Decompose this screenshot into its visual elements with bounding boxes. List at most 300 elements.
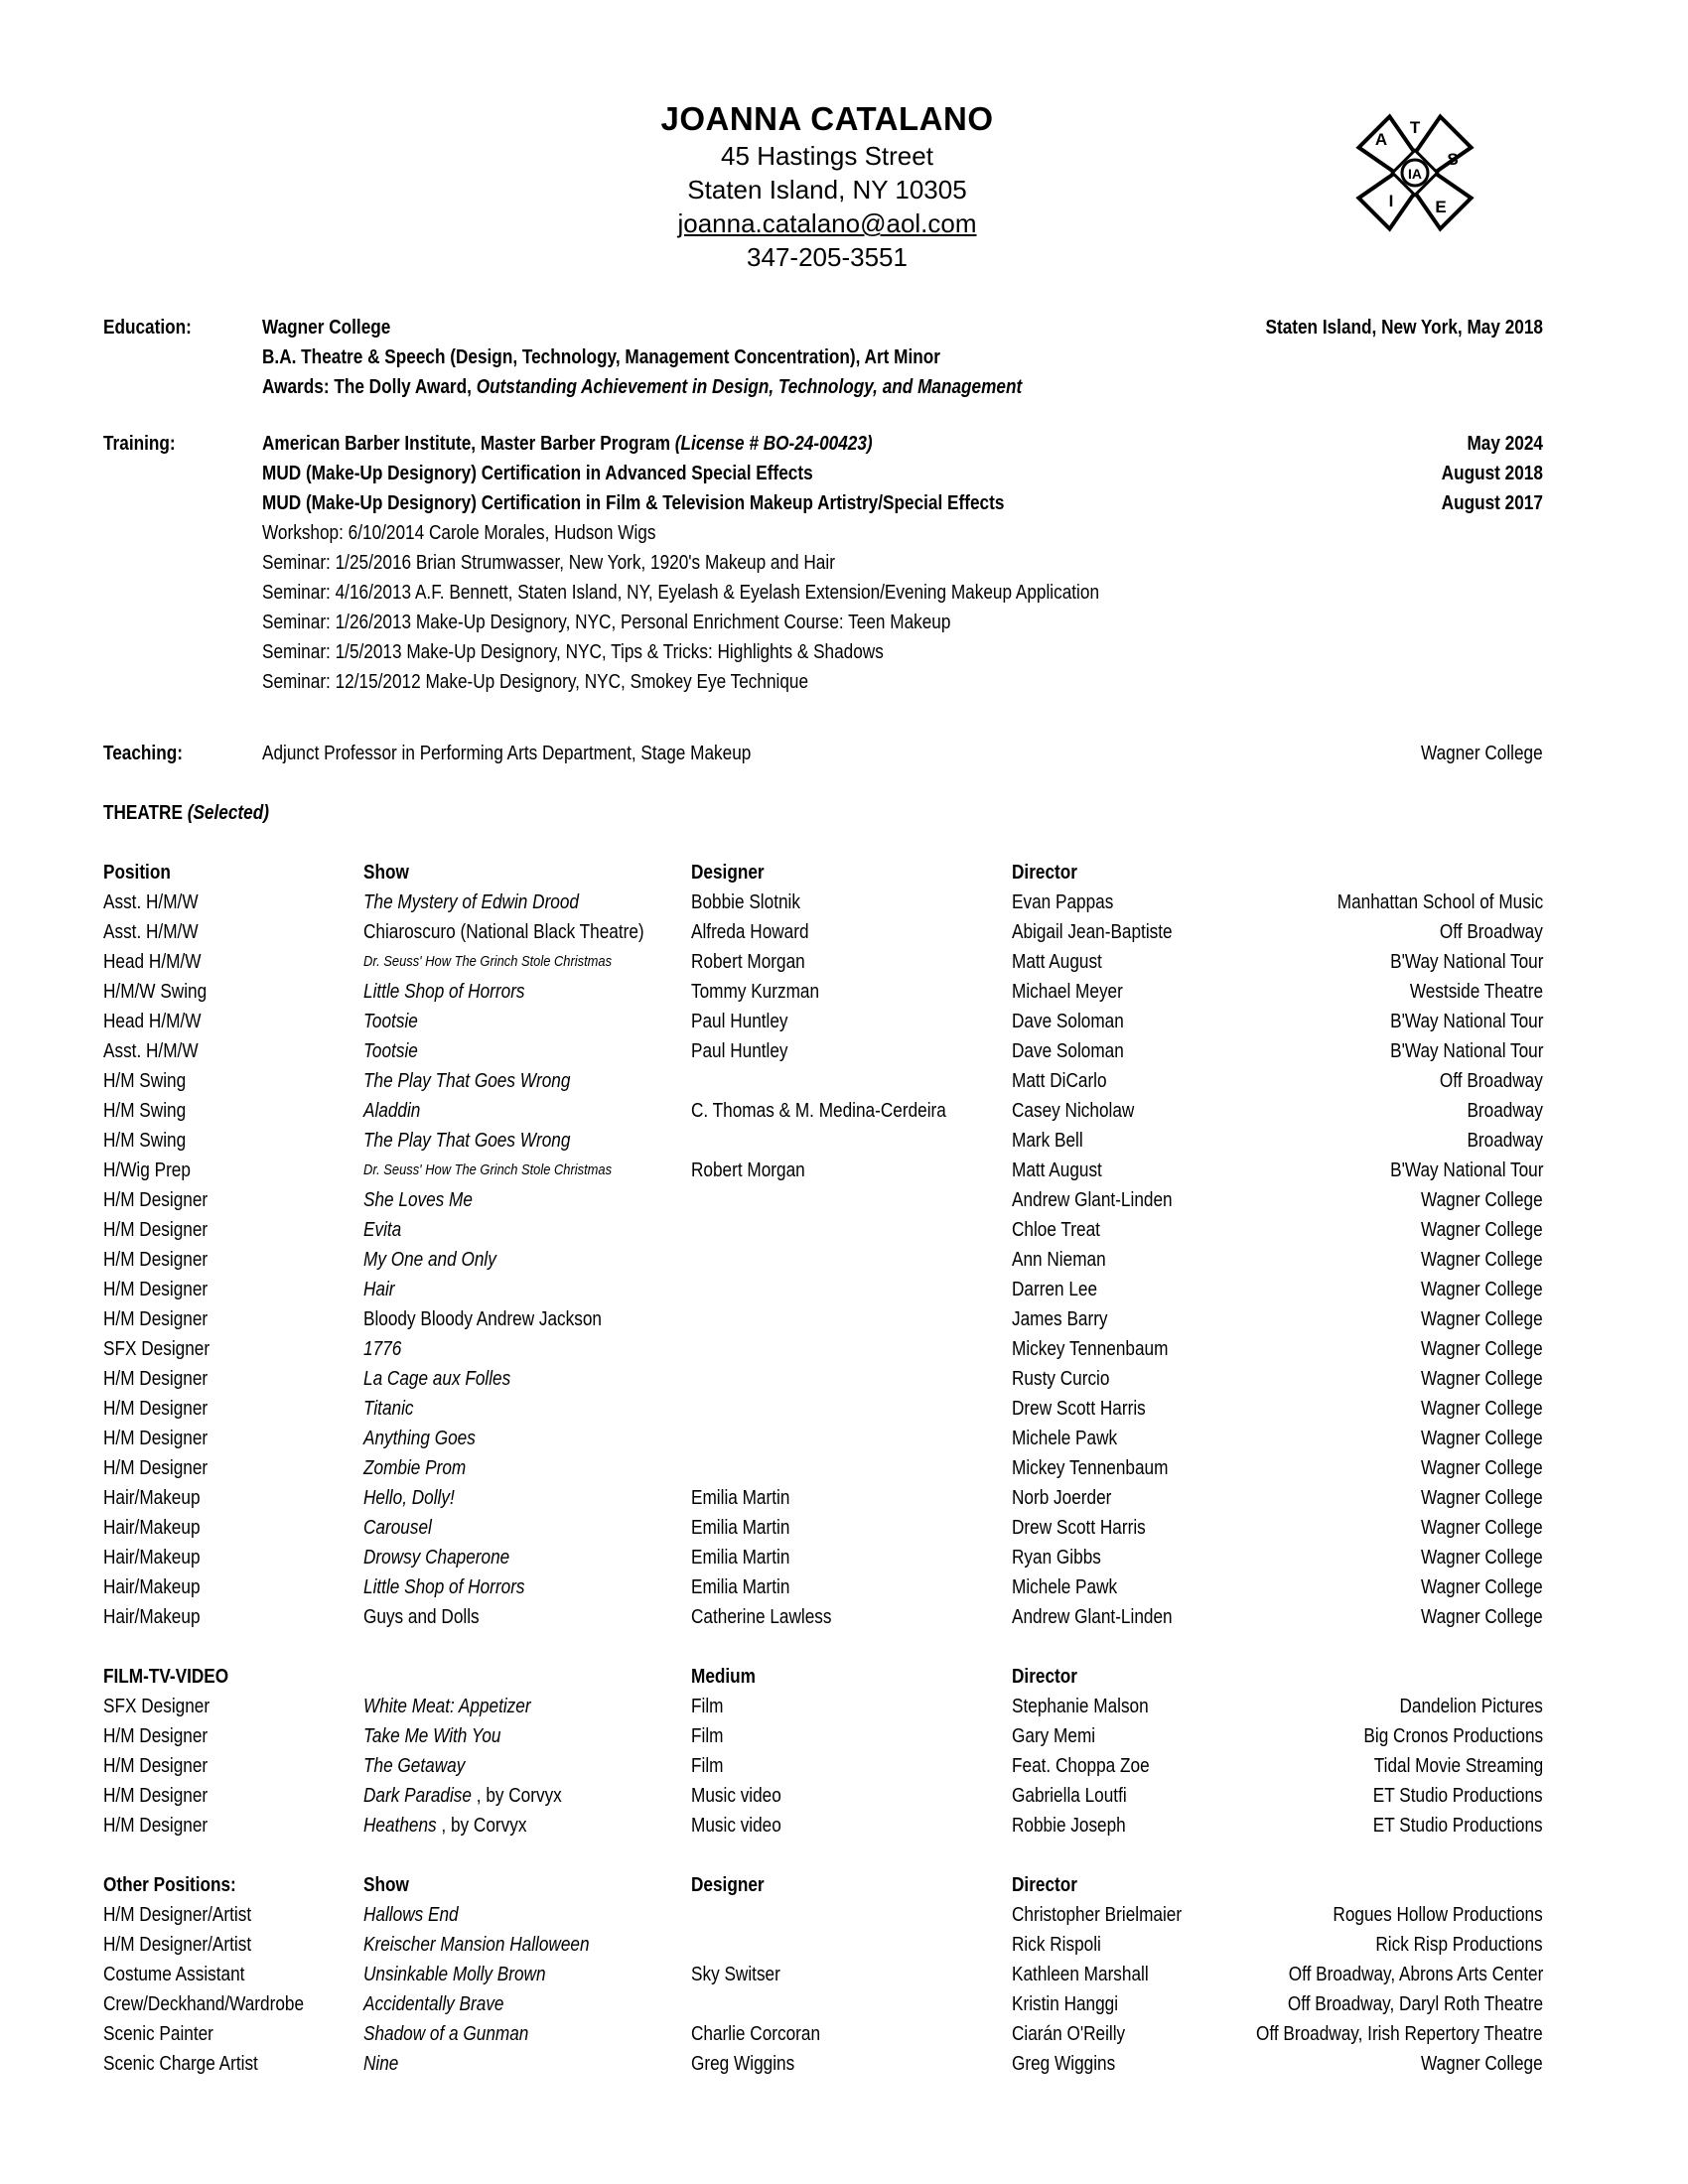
theatre-designer-cell [691,1572,806,1602]
theatre-director: Matt August [1012,951,1102,973]
theatre-venue: Wagner College [1421,1189,1543,1211]
other-show-cell [363,1960,575,1989]
theatre-director: Michele Pawk [1012,1428,1118,1449]
theatre-designer-cell [691,1096,988,1126]
theatre-venue-cell [1455,1126,1543,1156]
theatre-row [103,977,1543,1007]
training-item-text: Seminar: 4/16/2013 A.F. Bennett, Staten Island, NY, Eyelash & Eyelash Extension/Evening Makeup Application [262,582,1100,604]
training-row [103,667,1543,697]
theatre-venue: Wagner College [1421,1487,1543,1509]
theatre-director-cell [1012,1066,1122,1096]
theatre-show: Bloody Bloody Andrew Jackson [363,1308,602,1330]
theatre-venue-cell [1401,1572,1543,1602]
theatre-director-cell [1012,1424,1134,1453]
other-director: Kathleen Marshall [1012,1964,1149,1985]
iatse-union-logo-icon [1350,111,1479,240]
theatre-show: The Play That Goes Wrong [363,1070,571,1092]
theatre-row [103,947,1543,977]
theatre-venue: B'Way National Tour [1389,1160,1543,1181]
film-position: H/M Designer [103,1815,209,1837]
other-director: Kristin Hanggi [1012,1993,1119,2015]
education-school: Wagner College [262,317,391,339]
theatre-designer: Emilia Martin [691,1547,790,1569]
theatre-header-position: Position [103,862,171,884]
other-venue: Rick Risp Productions [1375,1934,1543,1956]
theatre-venue: Wagner College [1421,1249,1543,1271]
theatre-position-cell [103,1453,224,1483]
film-company: Dandelion Pictures [1399,1696,1543,1717]
theatre-show: Zombie Prom [363,1457,467,1479]
film-position: SFX Designer [103,1696,211,1717]
film-director: Stephanie Malson [1012,1696,1149,1717]
theatre-show: Dr. Seuss' How The Grinch Stole Christmas [363,953,613,970]
theatre-director: Andrew Glant-Linden [1012,1189,1173,1211]
theatre-position-cell [103,1364,224,1394]
other-venue: Wagner College [1421,2053,1543,2075]
theatre-show: Tootsie [363,1011,418,1032]
theatre-row [103,1066,1543,1096]
theatre-director: Abigail Jean-Baptiste [1012,921,1173,943]
theatre-venue-cell [1401,1215,1543,1245]
theatre-position: H/M Designer [103,1428,209,1449]
film-show-group [363,1721,500,1751]
theatre-show-cell [363,1394,422,1424]
theatre-row [103,1513,1543,1543]
theatre-designer: Emilia Martin [691,1487,790,1509]
theatre-position: Hair/Makeup [103,1576,201,1598]
other-show: Nine [363,2053,399,2075]
theatre-designer: Paul Huntley [691,1040,788,1062]
film-position-cell [103,1751,224,1781]
theatre-venue-cell [1401,1304,1543,1334]
theatre-designer: Emilia Martin [691,1517,790,1539]
theatre-venue: Wagner College [1421,1338,1543,1360]
theatre-position: Hair/Makeup [103,1606,201,1628]
theatre-director: Matt August [1012,1160,1102,1181]
theatre-venue-cell [1401,1483,1543,1513]
theatre-position-cell [103,1215,224,1245]
theatre-row [103,1215,1543,1245]
theatre-title-text: THEATRE [103,802,188,824]
film-row [103,1811,1543,1841]
theatre-designer-cell [691,1007,803,1036]
awards-title: Outstanding Achievement in Design, Technology, and Management [476,376,1023,398]
theatre-designer: Robert Morgan [691,1160,805,1181]
film-position-cell [103,1781,224,1811]
film-director: Feat. Choppa Zoe [1012,1755,1150,1777]
other-position-cell [103,2049,283,2079]
theatre-row [103,1304,1543,1334]
other-header-position: Other Positions: [103,1874,236,1896]
theatre-designer-cell [691,887,818,917]
theatre-venue: Wagner College [1421,1517,1543,1539]
theatre-director-cell [1012,1126,1094,1156]
theatre-show: Hair [363,1279,395,1300]
training-row [103,608,1543,637]
other-venue: Off Broadway, Daryl Roth Theatre [1287,1993,1543,2015]
theatre-designer-cell [691,917,828,947]
film-director-cell [1012,1811,1144,1841]
theatre-venue-cell [1365,1036,1543,1066]
teaching-text: Adjunct Professor in Performing Arts Department, Stage Makeup [262,743,752,764]
film-title: Take Me With You [363,1725,501,1747]
theatre-row [103,1483,1543,1513]
theatre-director: Ann Nieman [1012,1249,1106,1271]
theatre-show: Titanic [363,1398,414,1420]
theatre-designer-cell [691,977,840,1007]
theatre-show: Carousel [363,1517,432,1539]
theatre-show-cell [363,1334,408,1364]
other-venue-cell [1348,1930,1543,1960]
theatre-venue-cell [1388,977,1543,1007]
theatre-show-cell [363,1572,551,1602]
theatre-row [103,1572,1543,1602]
theatre-director: Matt DiCarlo [1012,1070,1107,1092]
theatre-show-cell [363,977,551,1007]
theatre-show: Aladdin [363,1100,421,1122]
phone-number: 347-205-3551 [747,242,908,272]
theatre-director: Evan Pappas [1012,891,1114,913]
theatre-venue: B'Way National Tour [1389,1011,1543,1032]
theatre-position-cell [103,887,213,917]
theatre-director-cell [1012,1185,1198,1215]
other-position: Crew/Deckhand/Wardrobe [103,1993,305,2015]
theatre-position: Asst. H/M/W [103,921,199,943]
logo-center-text: IA [1408,166,1422,182]
theatre-row [103,1156,1543,1185]
theatre-director-cell [1012,1543,1116,1572]
other-venue: Off Broadway, Irish Repertory Theatre [1256,2023,1543,2045]
other-position-cell [103,1930,275,1960]
film-row [103,1781,1543,1811]
theatre-position: Hair/Makeup [103,1487,201,1509]
theatre-designer-cell [691,1156,823,1185]
film-header-section: FILM-TV-VIDEO [103,1666,229,1688]
logo-letter-i: I [1388,192,1394,210]
awards-prefix: Awards: The Dolly Award, [262,376,477,398]
theatre-venue: Manhattan School of Music [1336,891,1543,913]
film-show-cell [363,1811,553,1841]
teaching-section [103,739,1543,768]
theatre-venue-cell [1401,1453,1543,1483]
other-venue-cell [1247,1960,1543,1989]
theatre-director-cell [1012,1334,1194,1364]
other-director-cell [1012,1930,1115,1960]
theatre-director-cell [1012,1364,1125,1394]
theatre-show: Evita [363,1219,402,1241]
theatre-venue-cell [1455,1096,1543,1126]
theatre-position: Hair/Makeup [103,1547,201,1569]
training-section [103,429,1543,697]
theatre-designer-cell [691,1543,806,1572]
theatre-show-cell [363,1513,443,1543]
theatre-row [103,1453,1543,1483]
theatre-director: Michele Pawk [1012,1576,1118,1598]
theatre-venue-cell [1365,1156,1543,1185]
theatre-title [103,798,1543,828]
other-show: Shadow of a Gunman [363,2023,529,2045]
training-row [103,578,1543,608]
logo-letter-t: T [1409,118,1421,137]
film-medium: Music video [691,1785,781,1807]
theatre-show-cell [363,1126,604,1156]
theatre-show: The Mystery of Edwin Drood [363,891,580,913]
film-header-director: Director [1012,1666,1077,1688]
training-item-date: August 2017 [1441,492,1543,514]
other-show: Accidentally Brave [363,1993,504,2015]
film-medium: Film [691,1725,724,1747]
film-director-cell [1012,1721,1109,1751]
film-position: H/M Designer [103,1785,209,1807]
theatre-show: The Play That Goes Wrong [363,1130,571,1152]
other-position: H/M Designer/Artist [103,1934,252,1956]
training-item-date: May 2024 [1467,433,1543,455]
logo-letter-e: E [1435,198,1447,216]
other-row [103,1930,1543,1960]
theatre-show-cell [363,1424,493,1453]
theatre-row [103,1394,1543,1424]
theatre-show: Little Shop of Horrors [363,1576,525,1598]
theatre-director-cell [1012,1036,1142,1066]
theatre-position: H/M Designer [103,1279,209,1300]
theatre-show: She Loves Me [363,1189,473,1211]
theatre-position: H/M Designer [103,1219,209,1241]
theatre-director-cell [1012,977,1141,1007]
theatre-director-cell [1012,1513,1168,1543]
theatre-row [103,917,1543,947]
theatre-show: Chiaroscuro (National Black Theatre) [363,921,644,943]
film-show-group [363,1811,526,1841]
other-position: Scenic Painter [103,2023,213,2045]
theatre-venue-cell [1401,1513,1543,1543]
theatre-position: H/M Designer [103,1308,209,1330]
theatre-venue: Broadway [1467,1130,1543,1152]
theatre-venue: Wagner College [1421,1576,1543,1598]
film-medium-cell [691,1781,796,1811]
theatre-position-cell [103,977,223,1007]
other-row [103,2049,1543,2079]
theatre-venue-cell [1304,887,1543,917]
theatre-venue: Wagner College [1421,1428,1543,1449]
other-venue-cell [1246,1989,1543,2019]
theatre-venue-cell [1401,1543,1543,1572]
theatre-director-cell [1012,887,1130,917]
other-position-cell [103,1900,275,1930]
other-show-cell [363,1989,527,2019]
theatre-director-cell [1012,1096,1154,1126]
theatre-show-cell [363,1304,640,1334]
film-medium: Film [691,1696,724,1717]
theatre-header-row [103,858,1543,887]
theatre-row [103,1543,1543,1572]
film-position: H/M Designer [103,1755,209,1777]
theatre-position: H/M Designer [103,1189,209,1211]
film-medium-cell [691,1692,729,1721]
theatre-venue: B'Way National Tour [1389,951,1543,973]
theatre-director: Dave Soloman [1012,1011,1124,1032]
film-company-cell [1345,1811,1543,1841]
theatre-position: Head H/M/W [103,951,202,973]
theatre-venue-cell [1365,947,1543,977]
theatre-show-cell [363,1156,652,1185]
film-show-cell [363,1721,523,1751]
other-show: Unsinkable Molly Brown [363,1964,546,1985]
theatre-show: Anything Goes [363,1428,476,1449]
theatre-position-cell [103,1483,215,1513]
film-row [103,1751,1543,1781]
theatre-show-cell [363,1007,427,1036]
other-director-cell [1012,2019,1144,2049]
film-position-cell [103,1692,227,1721]
other-row [103,2019,1543,2049]
other-header-designer: Designer [691,1874,765,1896]
theatre-designer: Emilia Martin [691,1576,790,1598]
theatre-show-cell [363,1215,407,1245]
theatre-designer-cell [691,1483,806,1513]
theatre-row [103,1185,1543,1215]
theatre-position: H/M/W Swing [103,981,208,1003]
other-show: Kreischer Mansion Halloween [363,1934,590,1956]
training-row [103,459,1543,488]
theatre-designer: C. Thomas & M. Medina-Cerdeira [691,1100,946,1122]
theatre-venue: Off Broadway [1440,1070,1543,1092]
other-director: Ciarán O'Reilly [1012,2023,1126,2045]
film-credit: , by Corvyx [471,1785,562,1807]
film-show-group [363,1781,562,1811]
film-medium: Music video [691,1815,781,1837]
other-position: Scenic Charge Artist [103,2053,258,2075]
email-link[interactable]: joanna.catalano@aol.com [677,208,977,238]
theatre-position: H/M Designer [103,1457,209,1479]
theatre-position-cell [103,1424,224,1453]
theatre-director-cell [1012,1453,1194,1483]
film-header-medium: Medium [691,1666,756,1688]
film-title: White Meat: Appetizer [363,1696,531,1717]
theatre-venue: Wagner College [1421,1398,1543,1420]
theatre-show: Tootsie [363,1040,418,1062]
theatre-row [103,1245,1543,1275]
other-show-cell [363,2019,555,2049]
theatre-director-cell [1012,1304,1123,1334]
other-director-cell [1012,1960,1171,1989]
theatre-director-cell [1012,1007,1142,1036]
theatre-director-cell [1012,1275,1111,1304]
education-label: Education: [103,317,192,339]
film-row [103,1692,1543,1721]
theatre-venue: Wagner College [1421,1457,1543,1479]
address-line-1: 45 Hastings Street [721,141,933,171]
theatre-position: Asst. H/M/W [103,1040,199,1062]
theatre-venue: Off Broadway [1440,921,1543,943]
theatre-position-cell [103,1245,224,1275]
film-row [103,1721,1543,1751]
film-company: ET Studio Productions [1373,1815,1543,1837]
theatre-row [103,1424,1543,1453]
other-venue: Rogues Hollow Productions [1333,1904,1543,1926]
film-show-cell [363,1751,482,1781]
theatre-show-cell [363,1185,491,1215]
theatre-row [103,1126,1543,1156]
film-show-cell [363,1781,594,1811]
film-director: Gabriella Loutfi [1012,1785,1127,1807]
film-table [103,1662,1543,1841]
theatre-venue: Wagner College [1421,1219,1543,1241]
film-director: Gary Memi [1012,1725,1096,1747]
theatre-show: La Cage aux Folles [363,1368,511,1390]
theatre-show-cell [363,1453,483,1483]
theatre-director: Dave Soloman [1012,1040,1124,1062]
other-director-cell [1012,1989,1136,2019]
other-position: H/M Designer/Artist [103,1904,252,1926]
theatre-director-cell [1012,947,1117,977]
theatre-position-cell [103,1334,227,1364]
other-director: Christopher Brielmaier [1012,1904,1183,1926]
theatre-director: Chloe Treat [1012,1219,1100,1241]
theatre-designer: Alfreda Howard [691,921,809,943]
theatre-show-cell [363,947,652,977]
training-item-text: Seminar: 1/25/2016 Brian Strumwasser, New York, 1920's Makeup and Hair [262,552,835,574]
theatre-director-cell [1012,1215,1114,1245]
film-title: Heathens [363,1815,437,1837]
theatre-position-cell [103,1007,216,1036]
theatre-designer: Tommy Kurzman [691,981,820,1003]
theatre-designer-cell [691,1602,855,1632]
other-designer-cell [691,2049,811,2079]
theatre-director: Mickey Tennenbaum [1012,1338,1169,1360]
theatre-director: Mickey Tennenbaum [1012,1457,1169,1479]
other-director-cell [1012,1900,1209,1930]
other-header-row [103,1870,1543,1900]
film-medium-cell [691,1751,729,1781]
theatre-venue: Wagner College [1421,1279,1543,1300]
film-show-cell [363,1692,558,1721]
theatre-position-cell [103,947,216,977]
theatre-position: H/M Designer [103,1398,209,1420]
theatre-show-cell [363,1066,604,1096]
training-row [103,518,1543,548]
film-director-cell [1012,1692,1171,1721]
theatre-show: Dr. Seuss' How The Grinch Stole Christmas [363,1161,613,1178]
theatre-row [103,1275,1543,1304]
theatre-designer: Catherine Lawless [691,1606,832,1628]
film-company-cell [1376,1692,1543,1721]
other-show-cell [363,1900,474,1930]
theatre-director: Darren Lee [1012,1279,1098,1300]
theatre-position: H/M Designer [103,1368,209,1390]
theatre-position: H/M Swing [103,1100,187,1122]
other-row [103,1960,1543,1989]
theatre-venue: Wagner College [1421,1606,1543,1628]
theatre-director-cell [1012,1245,1121,1275]
other-position-cell [103,2019,231,2049]
theatre-table [103,858,1543,1632]
other-row [103,1989,1543,2019]
training-item-date: August 2018 [1441,463,1543,484]
theatre-designer-cell [691,947,823,977]
other-director-cell [1012,2049,1132,2079]
theatre-designer: Bobbie Slotnik [691,891,800,913]
film-company: Big Cronos Productions [1363,1725,1543,1747]
other-show: Hallows End [363,1904,459,1926]
film-title: The Getaway [363,1755,466,1777]
theatre-show-cell [363,887,614,917]
theatre-venue-cell [1401,1334,1543,1364]
theatre-show-cell [363,1245,518,1275]
theatre-venue: Westside Theatre [1409,981,1543,1003]
other-designer-cell [691,1960,794,1989]
theatre-director: Drew Scott Harris [1012,1517,1146,1539]
film-medium: Film [691,1755,724,1777]
